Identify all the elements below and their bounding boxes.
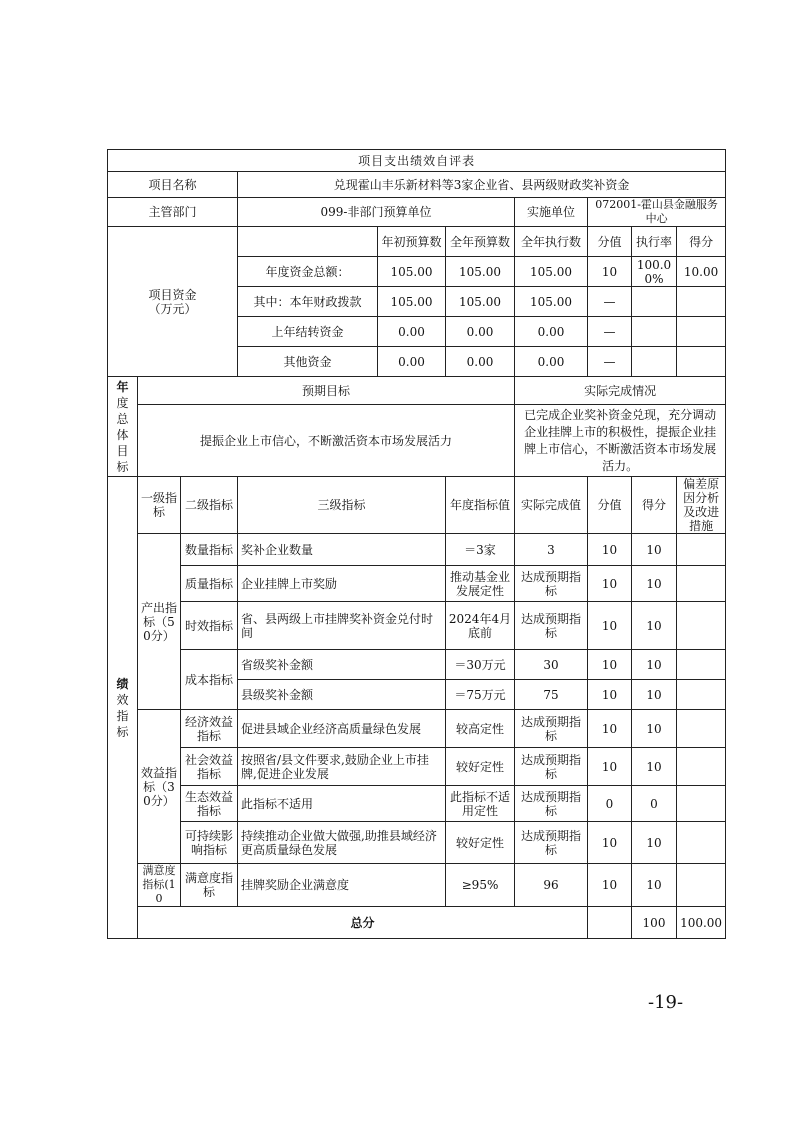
funds-label-line1: 项目资金 <box>148 287 197 302</box>
target-cell: ＝3家 <box>446 534 515 566</box>
target-cell: 此指标不适用定性 <box>446 786 515 822</box>
target-cell: 推动基金业发展定性 <box>446 566 515 602</box>
level2-cell: 社会效益指标 <box>181 748 238 786</box>
funds-row-executed: 105.00 <box>515 287 588 317</box>
side-char: 绩 <box>116 676 129 691</box>
reason-cell <box>677 534 726 566</box>
funds-row-score-value: — <box>588 317 632 347</box>
target-cell: 较好定性 <box>446 822 515 864</box>
score-cell: 10 <box>632 748 677 786</box>
side-char: 年 <box>116 379 129 394</box>
level3-cell: 此指标不适用 <box>238 786 446 822</box>
performance-evaluation-table <box>107 149 726 939</box>
funds-header-annual: 全年预算数 <box>446 227 515 257</box>
funds-row-score: 10.00 <box>677 257 726 287</box>
funds-row-annual: 105.00 <box>446 287 515 317</box>
funds-header-initial: 年初预算数 <box>378 227 446 257</box>
score-value-cell: 10 <box>588 680 632 710</box>
indicator-row <box>108 710 726 748</box>
project-name-value: 兑现霍山丰乐新材料等3家企业省、县两级财政奖补资金 <box>238 172 726 198</box>
header-target: 年度指标值 <box>446 477 515 534</box>
actual-cell: 达成预期指标 <box>515 602 588 650</box>
page-number: -19- <box>648 992 684 1013</box>
funds-row-score-value: — <box>588 347 632 377</box>
level3-cell: 按照省/县文件要求,鼓励企业上市挂牌,促进企业发展 <box>238 748 446 786</box>
dept-value: 099-非部门预算单位 <box>238 198 515 227</box>
table-title: 项目支出绩效自评表 <box>108 150 726 172</box>
score-value-cell: 10 <box>588 864 632 907</box>
actual-cell: 30 <box>515 650 588 680</box>
total-label: 总分 <box>138 907 588 939</box>
side-char: 效 <box>116 692 129 707</box>
funds-row-initial: 0.00 <box>378 317 446 347</box>
indicator-row <box>108 786 726 822</box>
funds-row-initial: 0.00 <box>378 347 446 377</box>
header-actual: 实际完成值 <box>515 477 588 534</box>
funds-row-executed: 0.00 <box>515 317 588 347</box>
score-cell: 10 <box>632 602 677 650</box>
level3-cell: 奖补企业数量 <box>238 534 446 566</box>
level2-cell: 时效指标 <box>181 602 238 650</box>
level2-cell: 质量指标 <box>181 566 238 602</box>
funds-row-score-value: — <box>588 287 632 317</box>
level3-cell: 持续推动企业做大做强,助推县域经济更高质量绿色发展 <box>238 822 446 864</box>
target-cell: ＝30万元 <box>446 650 515 680</box>
score-value-cell: 10 <box>588 748 632 786</box>
actual-cell: 达成预期指标 <box>515 566 588 602</box>
actual-cell: 达成预期指标 <box>515 786 588 822</box>
impl-unit-label: 实施单位 <box>515 198 588 227</box>
level2-cell: 生态效益指标 <box>181 786 238 822</box>
target-cell: 较好定性 <box>446 748 515 786</box>
funds-header-score: 得分 <box>677 227 726 257</box>
funds-row-score <box>677 347 726 377</box>
score-value-cell: 0 <box>588 786 632 822</box>
reason-cell <box>677 566 726 602</box>
score-value-cell: 10 <box>588 650 632 680</box>
header-level1: 一级指标 <box>138 477 181 534</box>
funds-row-rate <box>632 347 677 377</box>
score-cell: 0 <box>632 786 677 822</box>
level3-cell: 促进县域企业经济高质量绿色发展 <box>238 710 446 748</box>
reason-cell <box>677 864 726 907</box>
project-name-label: 项目名称 <box>108 172 238 198</box>
level2-cell: 经济效益指标 <box>181 710 238 748</box>
reason-cell <box>677 680 726 710</box>
funds-label <box>108 227 238 377</box>
expected-goal-text: 提振企业上市信心，不断激活资本市场发展活力 <box>138 405 515 477</box>
funds-row-executed: 105.00 <box>515 257 588 287</box>
level3-cell: 挂牌奖励企业满意度 <box>238 864 446 907</box>
funds-row-label: 年度资金总额： <box>238 257 378 287</box>
funds-header-score-value: 分值 <box>588 227 632 257</box>
target-cell: ≥95% <box>446 864 515 907</box>
indicator-row <box>108 534 726 566</box>
reason-cell <box>677 786 726 822</box>
indicator-row <box>108 602 726 650</box>
score-value-cell: 10 <box>588 822 632 864</box>
group-output-label: 产出指标（50分） <box>138 534 181 710</box>
actual-completion-text: 已完成企业奖补资金兑现，充分调动企业挂牌上市的积极性，提振企业挂牌上市信心，不断激活资本市场发展活力。 <box>515 405 726 477</box>
actual-cell: 96 <box>515 864 588 907</box>
score-cell: 10 <box>632 650 677 680</box>
reason-cell <box>677 822 726 864</box>
performance-side-label <box>108 477 138 939</box>
score-cell: 10 <box>632 822 677 864</box>
actual-completion-header: 实际完成情况 <box>515 377 726 405</box>
reason-cell <box>677 602 726 650</box>
indicator-row <box>108 822 726 864</box>
score-value-cell: 10 <box>588 566 632 602</box>
header-reason: 偏差原因分析及改进措施 <box>677 477 726 534</box>
total-blank <box>588 907 632 939</box>
funds-row-initial: 105.00 <box>378 287 446 317</box>
level3-cell: 省级奖补金额 <box>238 650 446 680</box>
funds-row-score-value: 10 <box>588 257 632 287</box>
level2-cell: 成本指标 <box>181 650 238 710</box>
score-value-cell: 10 <box>588 710 632 748</box>
level2-cell: 满意度指标 <box>181 864 238 907</box>
funds-label-line2: （万元） <box>148 301 197 316</box>
indicator-row <box>108 864 726 907</box>
side-char: 标 <box>116 459 129 474</box>
total-score: 100.00 <box>677 907 726 939</box>
indicator-row <box>108 566 726 602</box>
funds-row-executed: 0.00 <box>515 347 588 377</box>
actual-cell: 达成预期指标 <box>515 822 588 864</box>
expected-goal-header: 预期目标 <box>138 377 515 405</box>
header-score: 得分 <box>632 477 677 534</box>
funds-row-rate <box>632 317 677 347</box>
level3-cell: 县级奖补金额 <box>238 680 446 710</box>
funds-row-annual: 105.00 <box>446 257 515 287</box>
side-char: 标 <box>116 724 129 739</box>
header-level3: 三级指标 <box>238 477 446 534</box>
side-char: 体 <box>116 427 129 442</box>
group-satisfaction-label: 满意度指标(10 <box>138 864 181 907</box>
funds-row-rate <box>632 287 677 317</box>
funds-row-annual: 0.00 <box>446 317 515 347</box>
indicator-row <box>108 748 726 786</box>
funds-header-executed: 全年执行数 <box>515 227 588 257</box>
target-cell: ＝75万元 <box>446 680 515 710</box>
header-score-value: 分值 <box>588 477 632 534</box>
indicator-row <box>108 650 726 680</box>
funds-row-initial: 105.00 <box>378 257 446 287</box>
side-char: 目 <box>116 443 129 458</box>
level2-cell: 可持续影响指标 <box>181 822 238 864</box>
reason-cell <box>677 710 726 748</box>
side-char: 指 <box>116 708 129 723</box>
score-cell: 10 <box>632 534 677 566</box>
group-benefit-label: 效益指标（30分） <box>138 710 181 864</box>
level2-cell: 数量指标 <box>181 534 238 566</box>
funds-header-rate: 执行率 <box>632 227 677 257</box>
score-cell: 10 <box>632 710 677 748</box>
annual-goal-side-label <box>108 377 138 477</box>
score-value-cell: 10 <box>588 602 632 650</box>
funds-row-label: 其他资金 <box>238 347 378 377</box>
score-value-cell: 10 <box>588 534 632 566</box>
dept-label: 主管部门 <box>108 198 238 227</box>
total-score-value: 100 <box>632 907 677 939</box>
actual-cell: 达成预期指标 <box>515 748 588 786</box>
level3-cell: 企业挂牌上市奖励 <box>238 566 446 602</box>
funds-header-blank <box>238 227 378 257</box>
level3-cell: 省、县两级上市挂牌奖补资金兑付时间 <box>238 602 446 650</box>
actual-cell: 75 <box>515 680 588 710</box>
funds-row-annual: 0.00 <box>446 347 515 377</box>
funds-row-rate: 100.00% <box>632 257 677 287</box>
actual-cell: 3 <box>515 534 588 566</box>
score-cell: 10 <box>632 566 677 602</box>
actual-cell: 达成预期指标 <box>515 710 588 748</box>
score-cell: 10 <box>632 680 677 710</box>
reason-cell <box>677 748 726 786</box>
reason-cell <box>677 650 726 680</box>
funds-row-label: 其中：本年财政拨款 <box>238 287 378 317</box>
funds-row-score <box>677 317 726 347</box>
header-level2: 二级指标 <box>181 477 238 534</box>
target-cell: 较高定性 <box>446 710 515 748</box>
impl-unit-value: 072001-霍山县金融服务中心 <box>588 198 726 227</box>
funds-row-score <box>677 287 726 317</box>
score-cell: 10 <box>632 864 677 907</box>
target-cell: 2024年4月底前 <box>446 602 515 650</box>
side-char: 总 <box>116 411 129 426</box>
side-char: 度 <box>116 395 129 410</box>
funds-row-label: 上年结转资金 <box>238 317 378 347</box>
